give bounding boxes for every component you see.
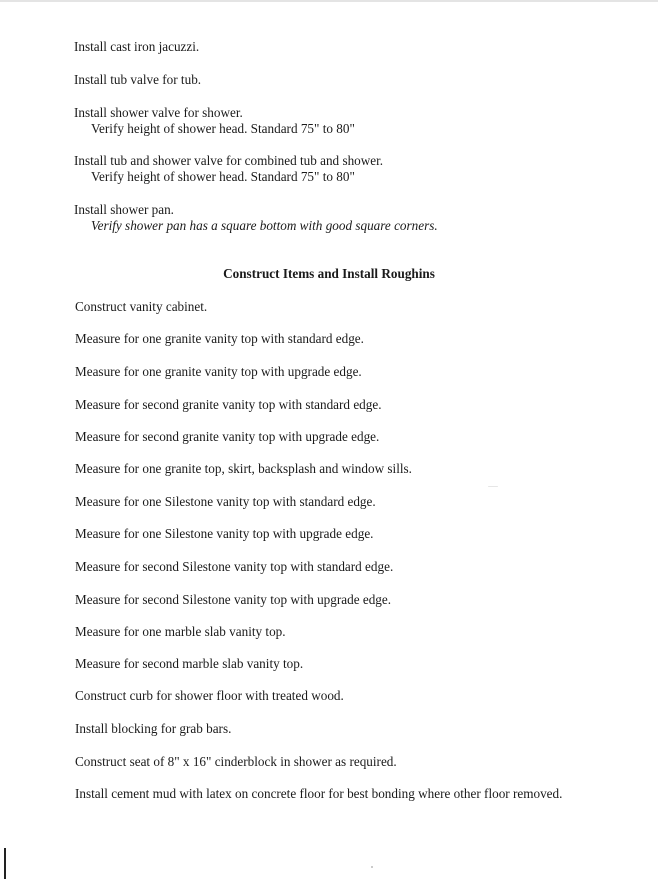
section-item: Install blocking for grab bars. — [75, 721, 232, 736]
section-item: Measure for second granite vanity top with upgrade edge. — [75, 429, 380, 444]
section-item: Measure for second marble slab vanity top. — [75, 656, 304, 671]
section-item: Construct vanity cabinet. — [75, 299, 208, 314]
task-note-italic: Verify shower pan has a square bottom with good square corners. — [91, 218, 438, 233]
task-line: Install cast iron jacuzzi. — [74, 39, 200, 54]
section-item: Install cement mud with latex on concrete floor for best bonding where other floor removed. — [75, 786, 563, 801]
task-line: Install shower valve for shower. — [74, 105, 243, 120]
section-item: Construct seat of 8" x 16" cinderblock in shower as required. — [75, 754, 397, 769]
scan-edge-mark — [4, 848, 6, 879]
section-item: Measure for one Silestone vanity top with standard edge. — [75, 494, 376, 509]
section-item: Construct curb for shower floor with treated wood. — [75, 688, 344, 703]
section-item: Measure for one granite vanity top with upgrade edge. — [75, 364, 362, 379]
task-line: Install tub and shower valve for combined tub and shower. — [74, 153, 384, 168]
section-item: Measure for one marble slab vanity top. — [75, 624, 286, 639]
section-heading: Construct Items and Install Roughins — [223, 266, 435, 281]
scan-speck — [371, 866, 373, 868]
section-item: Measure for second granite vanity top with standard edge. — [75, 397, 382, 412]
section-item: Measure for one Silestone vanity top with upgrade edge. — [75, 526, 374, 541]
task-note: Verify height of shower head. Standard 75" to 80" — [91, 169, 355, 184]
task-note: Verify height of shower head. Standard 75" to 80" — [91, 121, 355, 136]
section-item: Measure for one granite vanity top with standard edge. — [75, 331, 364, 346]
task-line: Install tub valve for tub. — [74, 72, 202, 87]
section-item: Measure for second Silestone vanity top with upgrade edge. — [75, 592, 392, 607]
section-item: Measure for one granite top, skirt, backsplash and window sills. — [75, 461, 412, 476]
scan-speck — [488, 486, 498, 487]
task-line: Install shower pan. — [74, 202, 174, 217]
scan-top-edge — [0, 0, 658, 2]
section-item: Measure for second Silestone vanity top with standard edge. — [75, 559, 394, 574]
